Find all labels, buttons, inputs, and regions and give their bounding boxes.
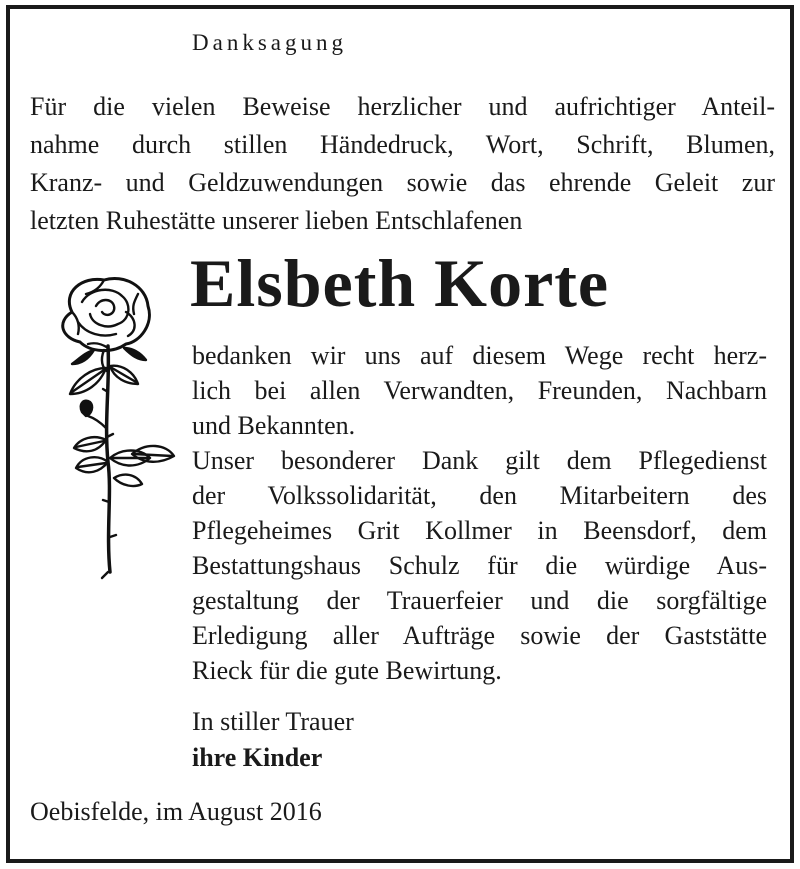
body-line: Bestattungshaus Schulz für die würdige Aus- [192,551,767,580]
signature: ihre Kinder [192,743,323,772]
closing-block [192,704,354,776]
body-line: gestaltung der Trauerfeier und die sorgfältige [192,586,767,615]
body-line: Erledigung aller Aufträge sowie der Gaststätte [192,621,767,650]
intro-line: nahme durch stillen Händedruck, Wort, Schrift, Blumen, [30,130,775,159]
notice-heading: Danksagung [192,30,347,55]
body-line: Rieck für die gute Bewirtung. [192,656,502,685]
deceased-name: Elsbeth Korte [190,245,610,321]
closing-line: In stiller Trauer [192,707,354,736]
body-line: Unser besonderer Dank gilt dem Pflegedienst [192,446,767,475]
intro-line: letzten Ruhestätte unserer lieben Entschlafenen [30,206,523,235]
body-line: der Volkssolidarität, den Mitarbeitern des [192,481,767,510]
body-line: Pflegeheimes Grit Kollmer in Beensdorf, dem [192,516,767,545]
intro-paragraph [30,88,775,240]
intro-line: Für die vielen Beweise herzlicher und aufrichtiger Anteil- [30,92,775,121]
body-line: bedanken wir uns auf diesem Wege recht herz- [192,341,767,370]
body-line: und Bekannten. [192,411,356,440]
rose-icon [42,272,178,584]
place-date: Oebisfelde, im August 2016 [30,797,322,826]
body-paragraph [192,338,767,688]
body-line: lich bei allen Verwandten, Freunden, Nachbarn [192,376,767,405]
intro-line: Kranz- und Geldzuwendungen sowie das ehrende Geleit zur [30,168,775,197]
